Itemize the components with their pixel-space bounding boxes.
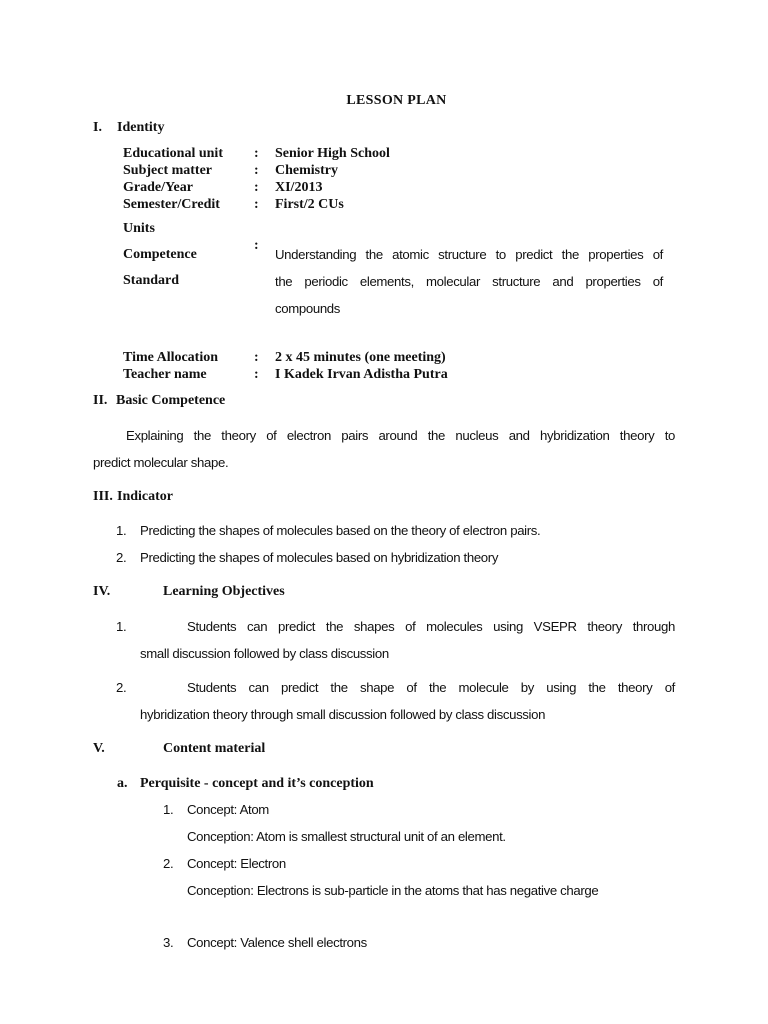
field-value: Senior High School: [275, 146, 390, 161]
colon: :: [254, 146, 259, 161]
list-item-line1: Students can predict the shapes of molecules using VSEPR theory through: [187, 619, 675, 634]
concept-text: Concept: Valence shell electrons: [187, 935, 367, 950]
concept-text: Concept: Atom: [187, 802, 269, 817]
list-item-text: Predicting the shapes of molecules based on the theory of electron pairs.: [140, 523, 541, 538]
colon: :: [254, 163, 259, 178]
field-label: Units: [123, 221, 155, 236]
colon: :: [254, 238, 259, 253]
list-item-number: 2.: [116, 680, 127, 695]
section-number: V.: [93, 741, 105, 756]
paragraph-line2: predict molecular shape.: [93, 455, 229, 470]
section-label: Learning Objectives: [163, 584, 285, 599]
field-label: Semester/Credit: [123, 197, 220, 212]
field-value-line1: Understanding the atomic structure to predict the properties of: [275, 247, 663, 262]
section-number: II.: [93, 393, 108, 408]
colon: :: [254, 367, 259, 382]
colon: :: [254, 197, 259, 212]
list-item-number: 1.: [116, 523, 127, 538]
list-item-number: 1.: [163, 802, 174, 817]
field-value: I Kadek Irvan Adistha Putra: [275, 367, 448, 382]
field-value: XI/2013: [275, 180, 323, 195]
section-label: Indicator: [117, 489, 173, 504]
section-number: I.: [93, 120, 102, 135]
section-number: IV.: [93, 584, 111, 599]
field-value: Chemistry: [275, 163, 338, 178]
field-label: Educational unit: [123, 146, 223, 161]
list-item-number: 2.: [116, 550, 127, 565]
page-title: LESSON PLAN: [346, 93, 447, 108]
list-item-line2: small discussion followed by class discussion: [140, 646, 389, 661]
field-label: Subject matter: [123, 163, 213, 178]
field-label: Grade/Year: [123, 180, 193, 195]
list-item-number: 3.: [163, 935, 174, 950]
field-value: First/2 CUs: [275, 197, 344, 212]
subsection-label: Perquisite - concept and it’s conception: [140, 776, 374, 791]
section-label: Basic Competence: [116, 393, 226, 408]
field-label-line2: Standard: [123, 273, 180, 288]
paragraph-line1: Explaining the theory of electron pairs around the nucleus and hybridization theory to: [126, 428, 675, 443]
list-item-number: 2.: [163, 856, 174, 871]
field-value: 2 x 45 minutes (one meeting): [275, 350, 446, 365]
list-item-text: Predicting the shapes of molecules based on hybridization theory: [140, 550, 499, 565]
section-label: Content material: [163, 741, 266, 756]
list-item-number: 1.: [116, 619, 127, 634]
section-number: III.: [93, 489, 113, 504]
colon: :: [254, 180, 259, 195]
field-label: Teacher name: [123, 367, 207, 382]
field-label: Time Allocation: [123, 350, 219, 365]
list-item-line2: hybridization theory through small discussion followed by class discussion: [140, 707, 546, 722]
subsection-letter: a.: [117, 776, 128, 791]
field-value-line3: compounds: [275, 301, 341, 316]
field-value-line2: the periodic elements, molecular structure and properties of: [275, 274, 663, 289]
concept-text: Concept: Electron: [187, 856, 286, 871]
field-label-line1: Competence: [123, 247, 197, 262]
section-label: Identity: [117, 120, 165, 135]
list-item-line1: Students can predict the shape of the molecule by using the theory of: [187, 680, 675, 695]
colon: :: [254, 350, 259, 365]
conception-text: Conception: Atom is smallest structural unit of an element.: [187, 829, 506, 844]
conception-text: Conception: Electrons is sub-particle in the atoms that has negative charge: [187, 883, 599, 898]
